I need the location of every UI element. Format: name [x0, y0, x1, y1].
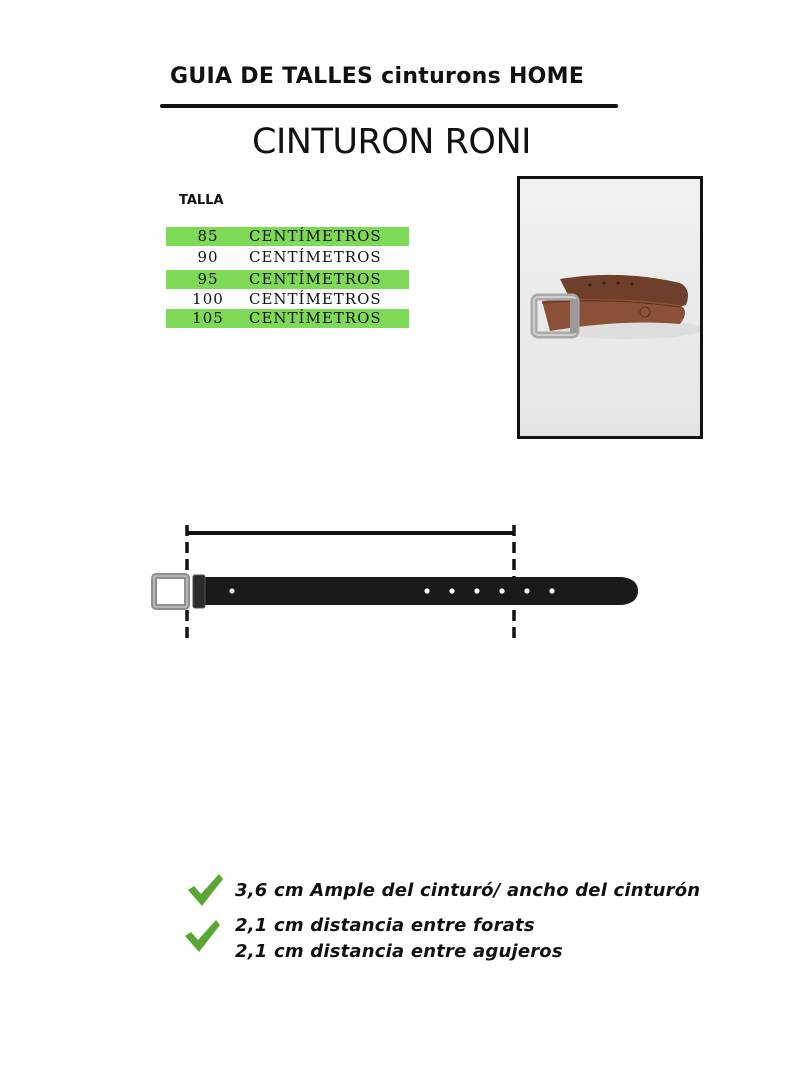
size-value: 95: [197, 270, 219, 288]
product-name: CINTURON RONI: [252, 122, 531, 162]
size-unit: CENTÍMETROS: [249, 270, 382, 288]
belt-buckle: [154, 575, 205, 608]
size-unit: CENTÍMETROS: [249, 248, 382, 266]
size-value: 90: [197, 248, 219, 266]
size-value: 100: [192, 290, 224, 308]
guide-title: GUIA DE TALLES cinturons HOME: [170, 64, 585, 89]
feature-hole-spacing-ca: 2,1 cm distancia entre forats: [235, 915, 535, 936]
size-unit: CENTÍMETROS: [249, 290, 382, 308]
belt-strap: [196, 577, 638, 605]
size-value: 105: [192, 309, 224, 327]
size-column-label: TALLA: [179, 193, 224, 208]
size-value: 85: [197, 227, 219, 245]
check-icon: [183, 918, 221, 954]
feature-hole-spacing-es: 2,1 cm distancia entre agujeros: [235, 941, 563, 962]
feature-width: 3,6 cm Ample del cinturó/ ancho del cinturón: [235, 880, 701, 901]
size-unit: CENTÍMETROS: [249, 227, 382, 245]
check-icon: [186, 872, 224, 908]
size-unit: CENTÍMETROS: [249, 309, 382, 327]
